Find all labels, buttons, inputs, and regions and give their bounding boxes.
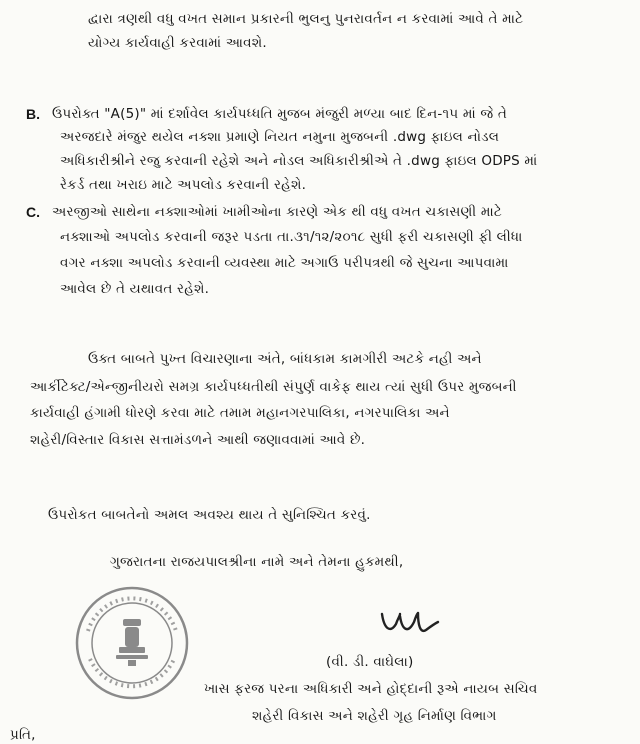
para-b-line-1: ઉપરોક્ત "A(5)" માં દર્શાવેલ કાર્યપધ્ધતિ મુજબ મંજુરી મળ્યા બાદ દિન-૧૫ માં જે તે — [52, 106, 507, 122]
para-c-line-2: નક્શાઓ અપલોડ કરવાની જરૂર પડતા તા.૩૧/૧૨/૨૦૧૮ સુધી ફરી ચકાસણી ફી લીધા — [60, 229, 523, 245]
main-para-line-3: કાર્યવાહી હંગામી ધોરણે કરવા માટે તમામ મહાનગરપાલિકા, નગરપાલિકા અને — [30, 405, 450, 421]
signature-icon — [378, 604, 440, 640]
copy-to-label: પ્રતિ, — [10, 727, 36, 743]
signatory-department: શહેરી વિકાસ અને શહેરી ગૃહ નિર્માણ વિભાગ — [252, 708, 497, 724]
para-b-line-3: અધિકારીશ્રીને રજુ કરવાની રહેશે અને નોડલ અધિકારીશ્રીએ તે .dwg ફાઇલ ODPS માં — [60, 153, 538, 169]
governor-order-line: ગુજરાતના રાજયપાલશ્રીના નામે અને તેમના હુકમથી, — [110, 554, 404, 570]
main-para-line-4: શહેરી/વિસ્તાર વિકાસ સત્તામંડળને આથી જણાવવામાં આવે છે. — [30, 432, 366, 448]
para-b-line-2: અરજદારે મંજુર થયેલ નક્શા પ્રમાણે નિયત નમુના મુજબની .dwg ફાઇલ નોડલ — [60, 129, 500, 145]
signatory-name: (વી. ડી. વાઘેલા) — [326, 654, 414, 670]
para-c-marker: C. — [26, 204, 40, 220]
official-seal-icon — [72, 583, 192, 703]
compliance-line: ઉપરોકત બાબતેનો અમલ અવશ્ય થાય તે સુનિશ્ચિત કરવું. — [48, 507, 371, 523]
para-c-line-3: વગર નક્શા અપલોડ કરવાની વ્યવસ્થા માટે અગાઉ પરીપત્રથી જે સુચના આપવામા — [60, 255, 509, 271]
para-b-marker: B. — [26, 106, 40, 122]
signatory-designation: ખાસ ફરજ પરના અધિકારી અને હોદ્દાની રૂએ નાયબ સચિવ — [204, 681, 538, 697]
para-c-line-1: અરજીઓ સાથેના નક્શાઓમાં ખામીઓના કારણે એક થી વધુ વખત ચકાસણી માટે — [52, 204, 502, 220]
para-b-line-4: રેકર્ડ તથા ખરાઇ માટે અપલોડ કરવાની રહેશે. — [60, 177, 307, 193]
para-a-line-1: દ્વારા ત્રણથી વધુ વખત સમાન પ્રકારની ભુલનુ પુનરાવર્તન ન કરવામાં આવે તે માટે — [88, 11, 524, 27]
main-para-line-2: આર્કીટેક્ટ/એન્જીનીયરો સમગ્ર કાર્યપધ્ધતીથી સંપુર્ણ વાકેફ થાય ત્યાં સુધી ઉપર મુજબની — [30, 379, 517, 395]
para-a-line-2: યોગ્ય કાર્યવાહી કરવામાં આવશે. — [88, 35, 267, 51]
para-c-line-4: આવેલ છે તે યથાવત રહેશે. — [60, 281, 210, 297]
main-para-line-1: ઉક્ત બાબતે પુખ્ત વિચારણાના અંતે, બાંધકામ કામગીરી અટકે નહી અને — [88, 351, 482, 367]
